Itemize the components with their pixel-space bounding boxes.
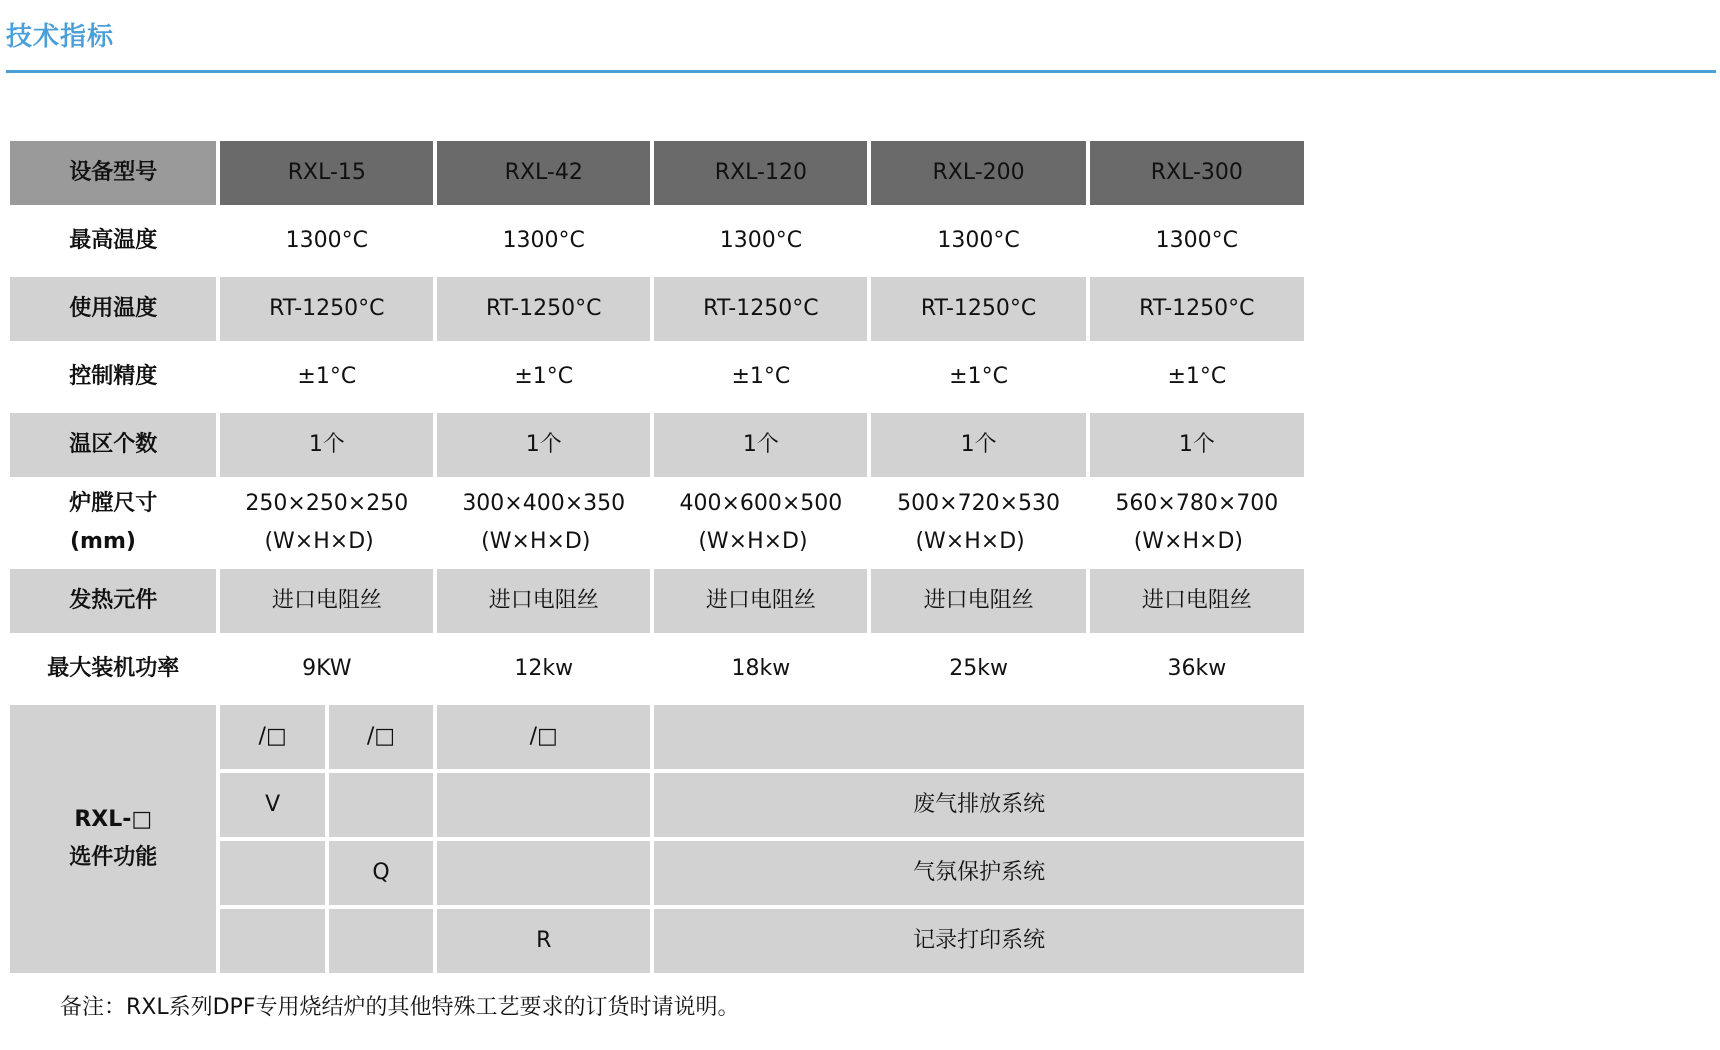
- options-label-line1: RXL-□: [74, 807, 153, 832]
- option-name-empty: [654, 705, 1304, 769]
- header-row: [10, 141, 1304, 205]
- option-slot: /□: [437, 705, 650, 769]
- options-slot-row: [10, 705, 1304, 769]
- model-rxl-15: RXL-15: [220, 141, 433, 205]
- size-unit: (W×H×D): [264, 529, 374, 554]
- table-cell: [654, 481, 867, 565]
- table-cell: ±1°C: [437, 345, 650, 409]
- table-cell: [1090, 481, 1304, 565]
- table-cell: 进口电阻丝: [654, 569, 867, 633]
- size-value: 400×600×500: [679, 491, 843, 516]
- table-cell: ±1°C: [1090, 345, 1304, 409]
- option-name: 废气排放系统: [654, 773, 1304, 837]
- table-cell: 1个: [220, 413, 433, 477]
- table-cell: 1个: [437, 413, 650, 477]
- option-code: R: [437, 909, 650, 973]
- size-value: 250×250×250: [245, 491, 409, 516]
- row-zones: [10, 413, 1304, 477]
- table-cell: 25kw: [871, 637, 1085, 701]
- model-rxl-300: RXL-300: [1090, 141, 1304, 205]
- table-cell: 1300°C: [220, 209, 433, 273]
- option-empty: [329, 773, 433, 837]
- table-cell: [871, 481, 1085, 565]
- size-unit: (W×H×D): [481, 529, 591, 554]
- size-unit: (W×H×D): [1133, 529, 1243, 554]
- table-cell: 1300°C: [871, 209, 1085, 273]
- row-label: 温区个数: [10, 413, 216, 477]
- option-empty: [220, 841, 324, 905]
- table-cell: 1个: [1090, 413, 1304, 477]
- size-unit: (W×H×D): [915, 529, 1025, 554]
- row-label: 使用温度: [10, 277, 216, 341]
- row-working-temp: [10, 277, 1304, 341]
- row-label-unit: (mm): [70, 529, 136, 554]
- table-cell: [437, 481, 650, 565]
- table-cell: 18kw: [654, 637, 867, 701]
- row-heating-element: [10, 569, 1304, 633]
- options-label: [10, 705, 216, 973]
- row-chamber-size: [10, 481, 1304, 565]
- option-empty: [329, 909, 433, 973]
- model-rxl-42: RXL-42: [437, 141, 650, 205]
- option-slot: /□: [220, 705, 324, 769]
- row-max-temp: [10, 209, 1304, 273]
- table-cell: 进口电阻丝: [1090, 569, 1304, 633]
- table-cell: 1个: [871, 413, 1085, 477]
- table-cell: RT-1250°C: [220, 277, 433, 341]
- table-cell: 1300°C: [654, 209, 867, 273]
- table-cell: RT-1250°C: [437, 277, 650, 341]
- option-name: 气氛保护系统: [654, 841, 1304, 905]
- section-title: 技术指标: [6, 22, 115, 52]
- table-cell: RT-1250°C: [871, 277, 1085, 341]
- table-cell: RT-1250°C: [654, 277, 867, 341]
- size-unit: (W×H×D): [698, 529, 808, 554]
- table-cell: ±1°C: [220, 345, 433, 409]
- options-label-line2: 选件功能: [69, 845, 158, 870]
- table-cell: 进口电阻丝: [437, 569, 650, 633]
- header-label: 设备型号: [10, 141, 216, 205]
- table-cell: RT-1250°C: [1090, 277, 1304, 341]
- row-label: [10, 481, 216, 565]
- option-code: Q: [329, 841, 433, 905]
- row-label: 发热元件: [10, 569, 216, 633]
- row-label-text: 炉膛尺寸: [69, 491, 158, 516]
- row-max-power: [10, 637, 1304, 701]
- table-cell: 36kw: [1090, 637, 1304, 701]
- spec-table: [6, 137, 1308, 977]
- table-cell: 1300°C: [1090, 209, 1304, 273]
- table-cell: 1个: [654, 413, 867, 477]
- option-code: V: [220, 773, 324, 837]
- title-divider: [6, 70, 1716, 73]
- row-label: 最大装机功率: [10, 637, 216, 701]
- row-label: 控制精度: [10, 345, 216, 409]
- table-cell: ±1°C: [871, 345, 1085, 409]
- table-cell: 9KW: [220, 637, 433, 701]
- size-value: 500×720×530: [897, 491, 1060, 516]
- table-cell: ±1°C: [654, 345, 867, 409]
- size-value: 560×780×700: [1115, 491, 1279, 516]
- table-cell: 1300°C: [437, 209, 650, 273]
- table-cell: [220, 481, 433, 565]
- table-cell: 进口电阻丝: [871, 569, 1085, 633]
- option-empty: [220, 909, 324, 973]
- row-label: 最高温度: [10, 209, 216, 273]
- size-value: 300×400×350: [462, 491, 626, 516]
- table-cell: 12kw: [437, 637, 650, 701]
- row-control-accuracy: [10, 345, 1304, 409]
- table-cell: 进口电阻丝: [220, 569, 433, 633]
- model-rxl-200: RXL-200: [871, 141, 1085, 205]
- option-slot: /□: [329, 705, 433, 769]
- option-empty: [437, 773, 650, 837]
- footnote: 备注：RXL系列DPF专用烧结炉的其他特殊工艺要求的订货时请说明。: [60, 995, 740, 1020]
- model-rxl-120: RXL-120: [654, 141, 867, 205]
- option-empty: [437, 841, 650, 905]
- option-name: 记录打印系统: [654, 909, 1304, 973]
